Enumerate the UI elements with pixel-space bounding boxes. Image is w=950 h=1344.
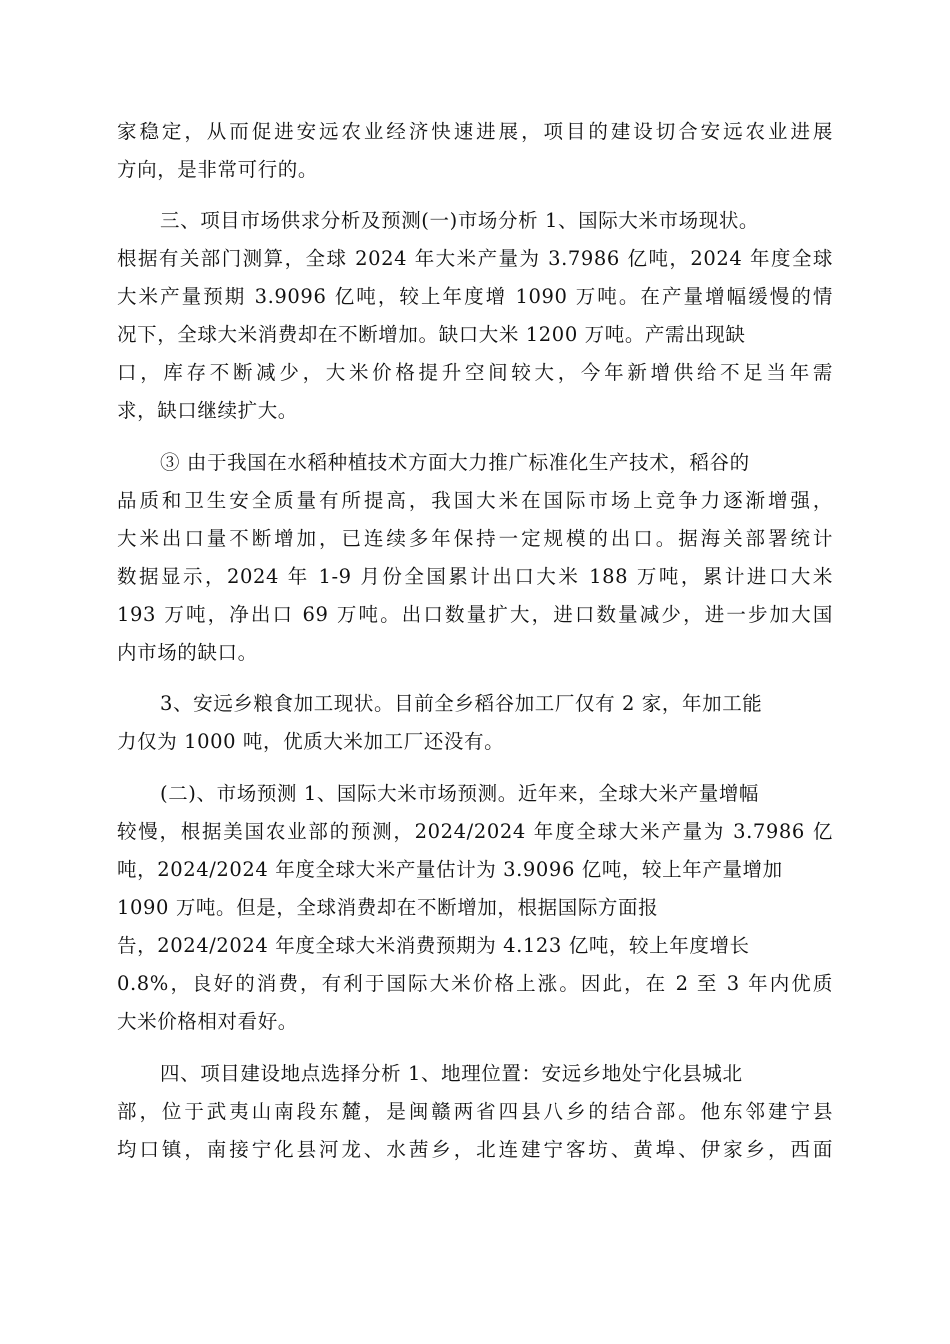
- text-line: 三、项目市场供求分析及预测(一)市场分析 1、国际大米市场现状。: [160, 209, 760, 232]
- text-line: 193 万吨，净出口 69 万吨。出口数量扩大，进口数量减少，进一步加大国: [117, 603, 833, 626]
- text-line: 四、项目建设地点选择分析 1、地理位置：安远乡地处宁化县城北: [160, 1062, 743, 1085]
- text-line: 均口镇，南接宁化县河龙、水茜乡，北连建宁客坊、黄埠、伊家乡，西面: [117, 1138, 833, 1161]
- text-line: 3、安远乡粮食加工现状。目前全乡稻谷加工厂仅有 2 家，年加工能: [160, 692, 763, 715]
- text-line: 部，位于武夷山南段东麓，是闽赣两省四县八乡的结合部。他东邻建宁县: [117, 1100, 833, 1123]
- text-line: 1090 万吨。但是，全球消费却在不断增加，根据国际方面报: [117, 896, 659, 919]
- text-line: ③ 由于我国在水稻种植技术方面大力推广标准化生产技术，稻谷的: [160, 451, 750, 474]
- text-line: 况下，全球大米消费却在不断增加。缺口大米 1200 万吨。产需出现缺: [117, 323, 746, 346]
- text-line: 大米出口量不断增加，已连续多年保持一定规模的出口。据海关部署统计: [117, 527, 833, 550]
- text-line: 家稳定，从而促进安远农业经济快速进展，项目的建设切合安远农业进展: [117, 120, 833, 143]
- text-line: 根据有关部门测算，全球 2024 年大米产量为 3.7986 亿吨，2024 年度全球: [117, 247, 833, 270]
- text-line: (二)、市场预测 1、国际大米市场预测。近年来，全球大米产量增幅: [160, 782, 760, 805]
- text-line: 告，2024/2024 年度全球大米消费预期为 4.123 亿吨，较上年度增长: [117, 934, 750, 957]
- text-line: 力仅为 1000 吨，优质大米加工厂还没有。: [117, 730, 505, 753]
- text-line: 大米价格相对看好。: [117, 1010, 298, 1033]
- text-line: 0.8%，良好的消费，有利于国际大米价格上涨。因此，在 2 至 3 年内优质: [117, 972, 833, 995]
- text-line: 大米产量预期 3.9096 亿吨，较上年度增 1090 万吨。在产量增幅缓慢的情: [117, 285, 833, 308]
- text-line: 求，缺口继续扩大。: [117, 399, 298, 422]
- text-line: 口，库存不断减少，大米价格提升空间较大，今年新增供给不足当年需: [117, 361, 833, 384]
- text-line: 吨，2024/2024 年度全球大米产量估计为 3.9096 亿吨，较上年产量增加: [117, 858, 783, 881]
- text-line: 数据显示，2024 年 1-9 月份全国累计出口大米 188 万吨，累计进口大米: [117, 565, 833, 588]
- text-line: 品质和卫生安全质量有所提高，我国大米在国际市场上竞争力逐渐增强，: [117, 489, 833, 512]
- text-line: 内市场的缺口。: [117, 641, 258, 664]
- text-line: 方向，是非常可行的。: [117, 158, 319, 181]
- text-line: 较慢，根据美国农业部的预测，2024/2024 年度全球大米产量为 3.7986 亿: [117, 820, 833, 843]
